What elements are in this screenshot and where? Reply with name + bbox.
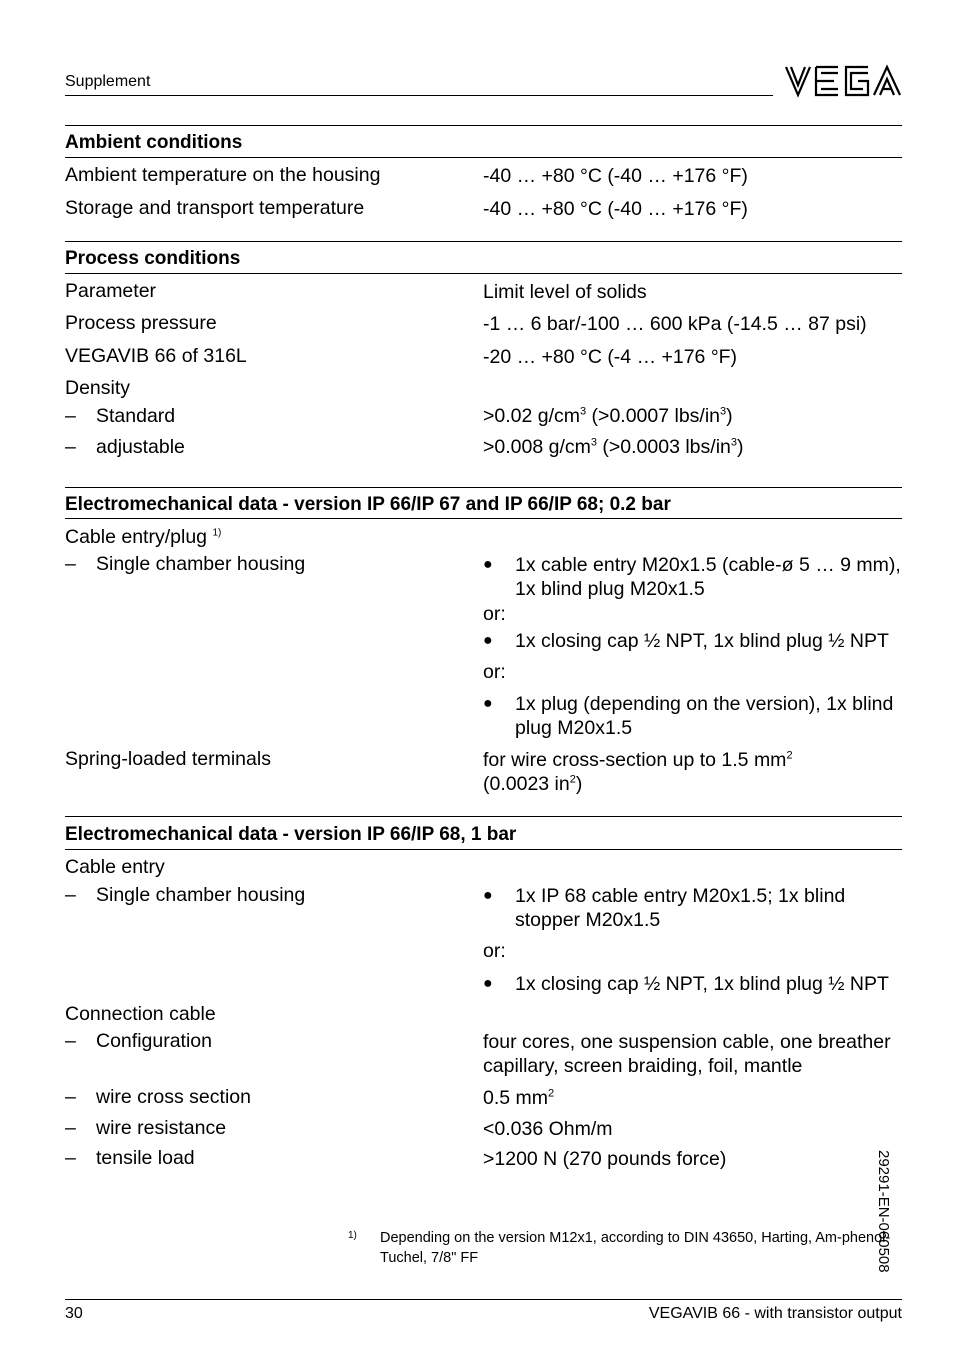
footer-doc-title: VEGAVIB 66 - with transistor output [648,1305,902,1322]
process-pressure-value: -1 … 6 bar/-100 … 600 kPa (-14.5 … 87 psi) [483,313,867,335]
or-label: or: [483,603,506,625]
material-temp-label: VEGAVIB 66 of 316L [65,345,247,367]
tensile-load-label: tensile load [96,1147,195,1169]
section-rule-top [65,125,902,126]
density-adjustable-label: adjustable [96,436,185,458]
footnote-mark: 1) [348,1230,357,1241]
process-pressure-label: Process pressure [65,312,217,334]
density-standard-value: >0.02 $g/cm^3$ (>0.0007 lbs/$in^3$) [483,405,733,427]
ambient-temp-label: Ambient temperature on the housing [65,164,381,186]
cable-option-1: 1x IP 68 cable entry M20x1.5; 1x blind stopper M20x1.5 [515,885,846,931]
parameter-value: Limit level of solids [483,281,647,303]
wire-resistance-value: <0.036 Ohm/m [483,1118,613,1140]
cable-entry-label: Cable entry [65,856,165,878]
cable-option-2: 1x closing cap ½ NPT, 1x blind plug ½ NPT [515,973,889,995]
vega-logo [784,64,902,98]
wire-cross-section-label: wire cross section [96,1086,251,1108]
bullet-icon: ● [483,556,493,573]
page-number: 30 [65,1305,83,1322]
parameter-label: Parameter [65,280,157,302]
configuration-label: Configuration [96,1030,212,1052]
bullet-icon: ● [483,632,493,649]
tensile-load-value: >1200 N (270 pounds force) [483,1148,727,1170]
footnote-text: Depending on the version M12x1, according to DIN 43650, Harting, Am-phenol-Tuchel, 7/8" FF [380,1230,891,1266]
section-title-process: Process conditions [65,248,241,269]
single-chamber-label: Single chamber housing [96,884,306,906]
wire-cross-section-value: 0.5 $mm^2$ [483,1087,555,1109]
spring-terminals-value: for wire cross-section up to 1.5 $mm^2$ (0.0023 $in^2$) [483,749,793,795]
section-rule-top [65,816,902,817]
list-dash: – [65,1030,76,1052]
list-dash: – [65,1086,76,1108]
list-dash: – [65,405,76,427]
list-dash: – [65,436,76,458]
section-rule-bottom [65,273,902,274]
bullet-icon: ● [483,975,493,992]
list-dash: – [65,553,76,575]
wire-resistance-label: wire resistance [96,1117,227,1139]
storage-temp-label: Storage and transport temperature [65,197,365,219]
ambient-temp-value: -40 … +80 °C (-40 … +176 °F) [483,165,748,187]
spring-terminals-label: Spring-loaded terminals [65,748,271,770]
cable-option-2: 1x closing cap ½ NPT, 1x blind plug ½ NPT [515,630,889,652]
connection-cable-label: Connection cable [65,1003,216,1025]
or-label: or: [483,661,506,683]
single-chamber-label: Single chamber housing [96,553,306,575]
storage-temp-value: -40 … +80 °C (-40 … +176 °F) [483,198,748,220]
cable-option-3: 1x plug (depending on the version), 1x blind plug M20x1.5 [515,693,894,739]
density-standard-label: Standard [96,405,176,427]
list-dash: – [65,884,76,906]
section-rule-bottom [65,849,902,850]
configuration-value: four cores, one suspension cable, one breather capillary, screen braiding, foil, mantle [483,1031,891,1077]
section-title-em2: Electromechanical data - version IP 66/IP 68, 1 bar [65,824,517,845]
list-dash: – [65,1117,76,1139]
section-title-ambient: Ambient conditions [65,132,243,153]
cable-entry-plug-label: Cable entry/plug $^{1)}$ [65,526,222,548]
cable-option-1: 1x cable entry M20x1.5 (cable-ø 5 … 9 mm), 1x blind plug M20x1.5 [515,554,901,600]
density-label: Density [65,377,131,399]
bullet-icon: ● [483,887,493,904]
section-rule-top [65,487,902,488]
list-dash: – [65,1147,76,1169]
material-temp-value: -20 … +80 °C (-4 … +176 °F) [483,346,738,368]
section-rule-top [65,241,902,242]
or-label: or: [483,940,506,962]
section-rule-bottom [65,518,902,519]
density-adjustable-value: >0.008 $g/cm^3$ (>0.0003 lbs/$in^3$) [483,436,744,458]
document-code: 29291-EN-060508 [875,1150,892,1273]
header-section-label: Supplement [65,73,151,90]
bullet-icon: ● [483,695,493,712]
header-rule [65,95,773,96]
section-rule-bottom [65,157,902,158]
section-title-em1: Electromechanical data - version IP 66/IP 67 and IP 66/IP 68; 0.2 bar [65,494,671,515]
footer-rule [65,1299,902,1300]
